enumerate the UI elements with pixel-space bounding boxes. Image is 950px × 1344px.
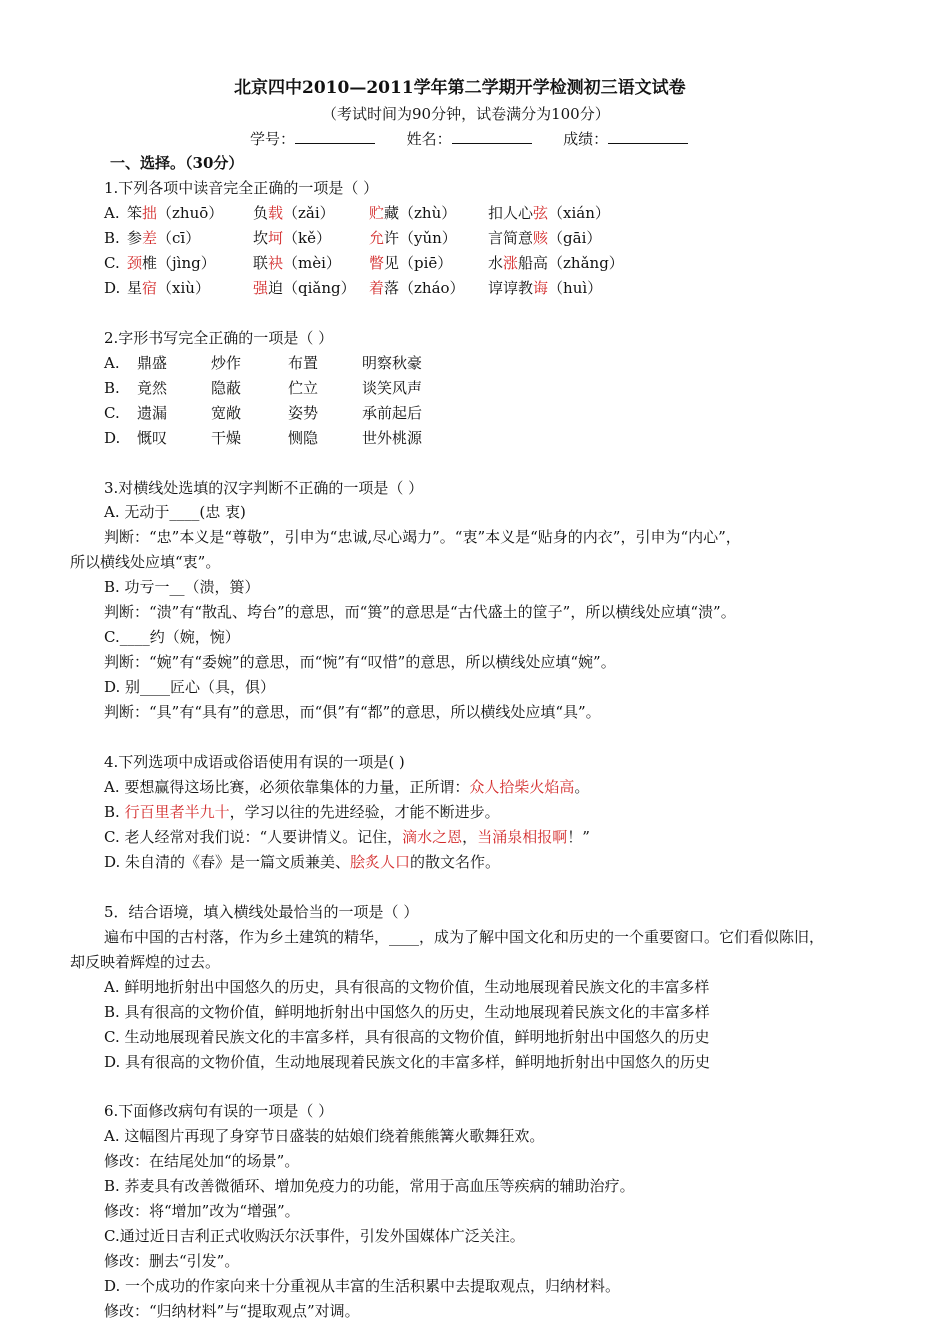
highlight-char: 差 <box>142 229 158 247</box>
q4-option-a: A. 要想赢得这场比赛，必须依靠集体的力量，正所谓：众人拾柴火焰高。 <box>104 778 590 796</box>
pinyin-item: 言简意赅（gāi） <box>488 229 602 247</box>
highlight-char: 颈 <box>127 254 143 272</box>
highlight-char: 宿 <box>142 279 158 297</box>
q3-option-d: D. 别____匠心（具，俱） <box>104 678 276 696</box>
highlight-char: 强 <box>253 279 269 297</box>
q3-judge-a: 判断：“忠”本义是“尊敬”，引申为“忠诚,尽心竭力”。“衷”本义是“贴身的内衣”，引申为“内心”， <box>104 528 741 546</box>
page-title: 北京四中2010—2011学年第二学期开学检测初三语文试卷 <box>234 78 686 98</box>
name-label: 姓名： <box>406 130 452 148</box>
word-item: 宽敞 <box>211 404 242 422</box>
q6-option-c: C.通过近日吉利正式收购沃尔沃事件，引发外国媒体广泛关注。 <box>104 1227 525 1245</box>
highlight-char: 着 <box>369 279 385 297</box>
word-item: 谈笑风声 <box>362 379 423 397</box>
highlight-char: 坷 <box>268 229 284 247</box>
word-item: 明察秋豪 <box>362 354 423 372</box>
word-item: 竟然 <box>137 379 168 397</box>
q5-passage: 遍布中国的古村落，作为乡土建筑的精华，____，成为了解中国文化和历史的一个重要窗口。它们看似陈旧， <box>104 928 825 946</box>
q6-option-d: D. 一个成功的作家向来十分重视从丰富的生活积累中去提取观点，归纳材料。 <box>104 1277 621 1295</box>
word-item: 慨叹 <box>137 429 168 447</box>
q2-stem: 2.字形书写完全正确的一项是（ ） <box>104 329 334 347</box>
word-item: 隐蔽 <box>211 379 242 397</box>
word-item: 恻隐 <box>288 429 319 447</box>
highlight: 行百里者半九十 <box>124 803 230 821</box>
name-field[interactable] <box>452 129 532 144</box>
score-label: 成绩： <box>563 130 609 148</box>
pinyin-item: 笨拙（zhuō） <box>127 204 224 222</box>
q4-option-d: D. 朱自清的《春》是一篇文质兼美、脍炙人口的散文名作。 <box>104 853 501 871</box>
highlight: 众人拾柴火焰高 <box>469 778 575 796</box>
score-field[interactable] <box>608 129 688 144</box>
q3-judge-d: 判断：“具”有“具有”的意思，而“俱”有“都”的意思，所以横线处应填“具”。 <box>104 703 601 721</box>
q5-option-a: A. 鲜明地折射出中国悠久的历史，具有很高的文物价值，生动地展现着民族文化的丰富多样 <box>104 978 710 996</box>
pinyin-item: 坎坷（kě） <box>253 229 331 247</box>
section-heading: 一、选择。（30分） <box>110 154 244 172</box>
highlight: 脍炙人口 <box>350 853 411 871</box>
highlight-char: 弦 <box>533 204 549 222</box>
q5-stem: 5．结合语境，填入横线处最恰当的一项是（ ） <box>104 903 419 921</box>
highlight: 当涌泉相报啊 <box>477 828 568 846</box>
highlight: 滴水之恩 <box>402 828 463 846</box>
q3-judge-b: 判断：“溃”有“散乱、垮台”的意思，而“篑”的意思是“古代盛土的筐子”，所以横线处应填“溃”。 <box>104 603 736 621</box>
option-label: C. <box>104 404 120 422</box>
option-label: A. <box>104 204 120 222</box>
highlight-char: 瞥 <box>369 254 385 272</box>
q4-stem: 4.下列选项中成语或俗语使用有误的一项是( ) <box>104 753 405 771</box>
pinyin-item: 谆谆教诲（huì） <box>488 279 603 297</box>
student-no-label: 学号： <box>250 130 296 148</box>
highlight-char: 诲 <box>533 279 549 297</box>
q6-stem: 6.下面修改病句有误的一项是（ ） <box>104 1102 334 1120</box>
q6-fix-a: 修改：在结尾处加“的场景”。 <box>104 1152 300 1170</box>
q6-fix-c: 修改：删去“引发”。 <box>104 1252 240 1270</box>
q3-stem: 3.对横线处选填的汉字判断不正确的一项是（ ） <box>104 479 424 497</box>
q3-option-b: B. 功亏一__（溃，篑） <box>104 578 260 596</box>
q1-stem: 1.下列各项中读音完全正确的一项是（ ） <box>104 179 379 197</box>
option-label: B. <box>104 229 120 247</box>
highlight-char: 拙 <box>142 204 158 222</box>
student-no-field[interactable] <box>295 129 375 144</box>
option-label: D. <box>104 279 121 297</box>
word-item: 伫立 <box>288 379 319 397</box>
pinyin-item: 参差（cī） <box>127 229 201 247</box>
highlight-char: 涨 <box>503 254 519 272</box>
option-label: C. <box>104 254 120 272</box>
highlight-char: 袂 <box>268 254 284 272</box>
pinyin-item: 扣人心弦（xián） <box>488 204 610 222</box>
pinyin-item: 贮藏（zhù） <box>369 204 457 222</box>
q3-judge-a-cont: 所以横线处应填“衷”。 <box>70 553 221 571</box>
q3-option-a: A. 无动于____(忠 衷) <box>104 503 246 521</box>
q5-option-d: D. 具有很高的文物价值，生动地展现着民族文化的丰富多样，鲜明地折射出中国悠久的历史 <box>104 1053 711 1071</box>
word-item: 承前起后 <box>362 404 423 422</box>
pinyin-item: 水涨船高（zhǎng） <box>488 254 624 272</box>
highlight-char: 贮 <box>369 204 385 222</box>
q6-option-b: B. 荞麦具有改善微循环、增加免疫力的功能，常用于高血压等疾病的辅助治疗。 <box>104 1177 635 1195</box>
pinyin-item: 着落（zháo） <box>369 279 465 297</box>
exam-info: （考试时间为90分钟，试卷满分为100分） <box>322 105 610 123</box>
q3-judge-c: 判断：“婉”有“委婉”的意思，而“惋”有“叹惜”的意思，所以横线处应填“婉”。 <box>104 653 616 671</box>
pinyin-item: 强迫（qiǎng） <box>253 279 356 297</box>
q4-option-c: C. 老人经常对我们说：“人要讲情义。记住，滴水之恩，当涌泉相报啊！” <box>104 828 590 846</box>
word-item: 遗漏 <box>137 404 168 422</box>
option-label: B. <box>104 379 120 397</box>
highlight-char: 允 <box>369 229 385 247</box>
q5-passage-cont: 却反映着辉煌的过去。 <box>70 953 221 971</box>
pinyin-item: 星宿（xiù） <box>127 279 210 297</box>
word-item: 世外桃源 <box>362 429 423 447</box>
word-item: 干燥 <box>211 429 242 447</box>
q6-option-a: A. 这幅图片再现了身穿节日盛装的姑娘们绕着熊熊篝火歌舞狂欢。 <box>104 1127 545 1145</box>
q4-option-b: B. 行百里者半九十，学习以往的先进经验，才能不断进步。 <box>104 803 500 821</box>
q6-fix-b: 修改：将“增加”改为“增强”。 <box>104 1202 300 1220</box>
pinyin-item: 允许（yǔn） <box>369 229 457 247</box>
word-item: 炒作 <box>211 354 242 372</box>
option-label: D. <box>104 429 121 447</box>
q5-option-c: C. 生动地展现着民族文化的丰富多样，具有很高的文物价值，鲜明地折射出中国悠久的历史 <box>104 1028 710 1046</box>
q3-option-c: C.____约（婉，惋） <box>104 628 240 646</box>
word-item: 布置 <box>288 354 319 372</box>
student-info-row <box>250 129 688 149</box>
q5-option-b: B. 具有很高的文物价值，鲜明地折射出中国悠久的历史，生动地展现着民族文化的丰富多样 <box>104 1003 710 1021</box>
word-item: 姿势 <box>288 404 319 422</box>
pinyin-item: 联袂（mèi） <box>253 254 341 272</box>
q6-fix-d: 修改：“归纳材料”与“提取观点”对调。 <box>104 1302 360 1320</box>
pinyin-item: 瞥见（piē） <box>369 254 453 272</box>
word-item: 鼎盛 <box>137 354 168 372</box>
pinyin-item: 负载（zǎi） <box>253 204 335 222</box>
highlight-char: 载 <box>268 204 284 222</box>
pinyin-item: 颈椎（jìng） <box>127 254 216 272</box>
highlight-char: 赅 <box>533 229 549 247</box>
option-label: A. <box>104 354 120 372</box>
